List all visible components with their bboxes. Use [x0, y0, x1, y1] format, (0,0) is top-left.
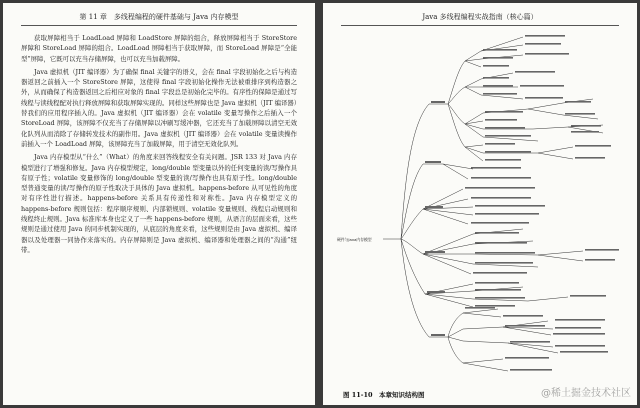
header-rule: [341, 25, 619, 26]
left-book-page: [3, 3, 315, 405]
knowledge-mind-map: [323, 29, 637, 389]
paragraph-1: 获取屏障相当于 LoadLoad 屏障和 LoadStore 屏障的组合，释放屏障相当于 StoreStore 屏障和 StoreLoad 屏障的组合。LoadLoad 屏障相当于获取屏障，而 StoreLoad 屏障是“全能型”屏障，它既可以充当存储屏障，也可以充当加载屏障。: [21, 34, 297, 63]
book-header: Java 多线程编程实战指南（核心篇）: [422, 13, 538, 21]
mind-map-root-label: 硬件与Java内存模型: [337, 237, 372, 242]
chapter-header: 第 11 章 多线程编程的硬件基础与 Java 内存模型: [79, 13, 239, 21]
figure-caption: 图 11-10 本章知识结构图: [343, 391, 425, 399]
page-body-text: [21, 33, 297, 258]
header-rule: [21, 25, 297, 26]
watermark-text: @稀土掘金技术社区: [541, 388, 631, 399]
right-book-page: [323, 3, 637, 405]
paragraph-3: Java 内存模型从“什么”（What）的角度来回答线程安全有关问题。JSR 133 对 Java 内存模型进行了增强和修复。Java 内存模型规定，long/double 型变量以外的任何变量的读/写操作具有原子性；volatile 变量修饰的 long/double 型变量的读/写操作也具有原子性。long/double 型普通变量的读/写操作的原子性取决于具体的 Java 虚拟机。happens-before 从可见性的角度对有序性进行描述。happens-before 关系具有传递性和对称性。Java 内存模型定义的 happens-before 规则包括：程序顺序规则、内部锁规则、volatile 变量规则、线程启动规则和线程终止规则。Java 标准库本身也定义了一些 happens-before 规则，从语言的层面来看，这些规则是通过使用 Java 的同步机制实现的，从底层的角度来看，这些规则是由 Java 虚拟机、编译器以及处理器一同协作来落实的。内存屏障则是 Java 虚拟机、编译器和处理器之间的“沟通”纽带。: [21, 153, 297, 254]
paragraph-2: Java 虚拟机（JIT 编译器）为了确保 final 关键字的语义，会在 final 字段初始化之后与构造器返回之前插入一个 StoreStore 屏障，这使得 final 字段初始化操作无法被重排序到构造器之外，从而确保了构造器返回之后相应对象的 final 字段总是初始化完毕的。有序性的保障是通过写线程与读线程配对执行释放屏障和获取屏障实现的。同样这些屏障也是 Java 虚拟机（JIT 编译器）替我们的应用程序插入的。Java 虚拟机（JIT 编译器）会在 volatile 变量写操作之后插入一个 StoreLoad 屏障，该屏障不仅充当了存储屏障以冲刷写缓冲器，它还充当了加载屏障以清空无效化队列从而消除了存储转发技术的副作用。Java 虚拟机（JIT 编译器）会在 volatile 变量读操作前插入一个 LoadLoad 屏障，该屏障充当了加载屏障，用于清空无效化队列。: [21, 67, 297, 148]
node-label: [431, 101, 445, 103]
